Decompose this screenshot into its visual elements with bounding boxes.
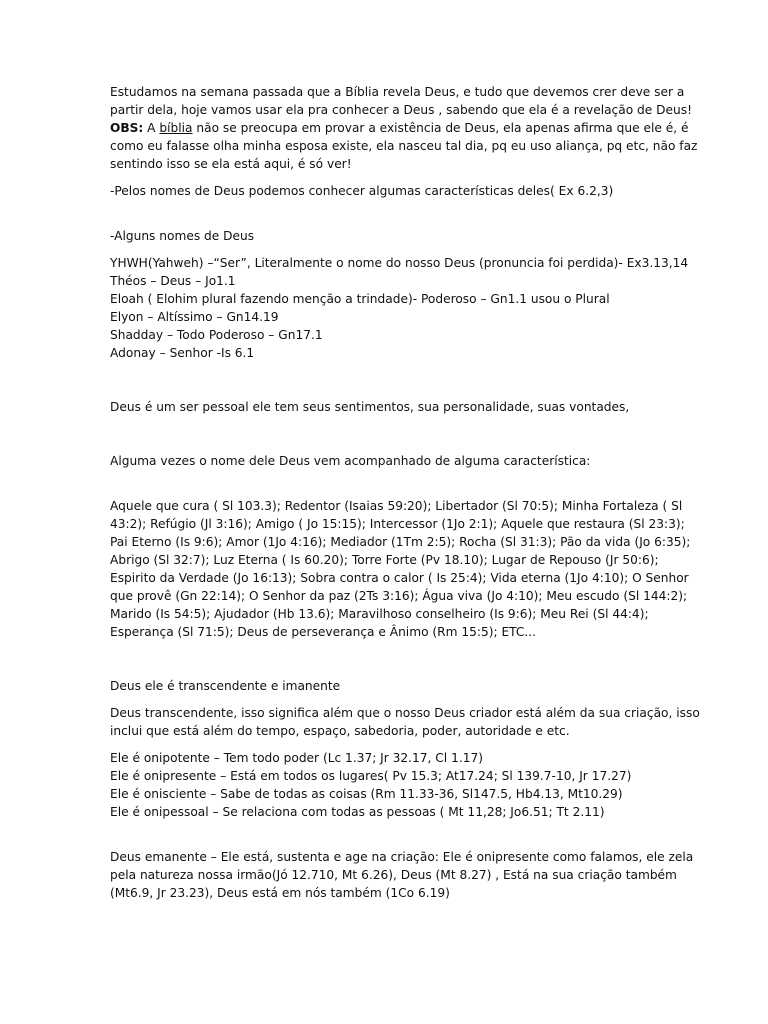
transcendent-paragraph	[110, 704, 700, 740]
name-item: Eloah ( Elohim plural fazendo menção a trindade)- Poderoso – Gn1.1 usou o Plural	[110, 292, 610, 306]
text-line: Marido (Is 54:5); Ajudador (Hb 13.6); Maravilhoso conselheiro (Is 9:6); Meu Rei (Sl 44:4);	[110, 607, 649, 621]
obs-text: A	[143, 121, 160, 135]
document-page	[110, 83, 700, 902]
obs-label: OBS:	[110, 121, 144, 135]
text-line: Estudamos na semana passada que a Bíblia revela Deus, e tudo que devemos crer deve ser a	[110, 85, 685, 99]
attributes-list	[110, 749, 670, 821]
transcendent-heading: Deus ele é transcendente e imanente	[110, 679, 341, 693]
characteristics-paragraph	[110, 497, 691, 641]
attribute-item: Ele é onipotente – Tem todo poder (Lc 1.37; Jr 32.17, Cl 1.17)	[110, 751, 483, 765]
names-intro: -Pelos nomes de Deus podemos conhecer algumas características deles( Ex 6.2,3)	[110, 184, 614, 198]
name-item: Adonay – Senhor -Is 6.1	[110, 346, 255, 360]
text-line: Espirito da Verdade (Jo 16:13); Sobra contra o calor ( Is 25:4); Vida eterna (1Jo 4:10); O Senhor	[110, 571, 689, 585]
name-item: Elyon – Altíssimo – Gn14.19	[110, 310, 279, 324]
text-line: 43:2); Refúgio (Jl 3:16); Amigo ( Jo 15:15); Intercessor (1Jo 2:1); Aquele que restaura (Sl 23:3);	[110, 517, 685, 531]
text-line: Abrigo (Sl 32:7); Luz Eterna ( Is 60.20); Torre Forte (Pv 18.10); Lugar de Repouso (Jr 50:6);	[110, 553, 659, 567]
text-line: pela natureza nossa irmão(Jó 12.710, Mt 6.26), Deus (Mt 8.27) , Está na sua criação também	[110, 868, 677, 882]
text-line: sentindo isso se ela está aqui, é só ver!	[110, 157, 352, 171]
text-line: (Mt6.9, Jr 23.23), Deus está em nós também (1Co 6.19)	[110, 886, 450, 900]
text-line: Deus transcendente, isso significa além que o nosso Deus criador está além da sua criação, isso	[110, 706, 700, 720]
text-line: Pai Eterno (Is 9:6); Amor (1Jo 4:16); Mediador (1Tm 2:5); Rocha (Sl 31:3); Pão da vida (Jo 6:35);	[110, 535, 691, 549]
text-line: inclui que está além do tempo, espaço, sabedoria, poder, autoridade e etc.	[110, 724, 570, 738]
name-item: Shadday – Todo Poderoso – Gn17.1	[110, 328, 323, 342]
text-line: Esperança (Sl 71:5); Deus de perseverança e Ânimo (Rm 15:5); ETC...	[110, 625, 537, 639]
names-list	[110, 254, 689, 362]
name-item: YHWH(Yahweh) –“Ser”, Literalmente o nome do nosso Deus (pronuncia foi perdida)- Ex3.13,14	[110, 256, 689, 270]
obs-text: não se preocupa em provar a existência de Deus, ela apenas afirma que ele é, é	[192, 121, 689, 135]
text-line: como eu falasse olha minha esposa existe, ela nasceu tal dia, pq eu uso aliança, pq etc, não faz	[110, 139, 698, 153]
attribute-item: Ele é onisciente – Sabe de todas as coisas (Rm 11.33-36, Sl147.5, Hb4.13, Mt10.29)	[110, 787, 623, 801]
names-heading: -Alguns nomes de Deus	[110, 229, 255, 243]
attribute-item: Ele é onipessoal – Se relaciona com todas as pessoas ( Mt 11,28; Jo6.51; Tt 2.11)	[110, 805, 605, 819]
characteristic-intro: Alguma vezes o nome dele Deus vem acompanhado de alguma característica:	[110, 454, 591, 468]
name-item: Théos – Deus – Jo1.1	[110, 274, 236, 288]
personal-paragraph: Deus é um ser pessoal ele tem seus sentimentos, sua personalidade, suas vontades,	[110, 400, 630, 414]
immanent-paragraph	[110, 848, 694, 902]
text-line: que provê (Gn 22:14); O Senhor da paz (2Ts 3:16); Água viva (Jo 4:10); Meu escudo (Sl 144:2);	[110, 589, 688, 603]
text-line: Aquele que cura ( Sl 103.3); Redentor (Isaias 59:20); Libertador (Sl 70:5); Minha Fortaleza ( Sl	[110, 499, 683, 513]
obs-line	[110, 119, 689, 137]
text-line: partir dela, hoje vamos usar ela pra conhecer a Deus , sabendo que ela é a revelação de Deus!	[110, 103, 693, 117]
biblia-link[interactable]: bíblia	[159, 121, 193, 135]
text-line: Deus emanente – Ele está, sustenta e age na criação: Ele é onipresente como falamos, ele zela	[110, 850, 694, 864]
intro-paragraph	[110, 83, 698, 173]
attribute-item: Ele é onipresente – Está em todos os lugares( Pv 15.3; At17.24; Sl 139.7-10, Jr 17.27)	[110, 769, 632, 783]
